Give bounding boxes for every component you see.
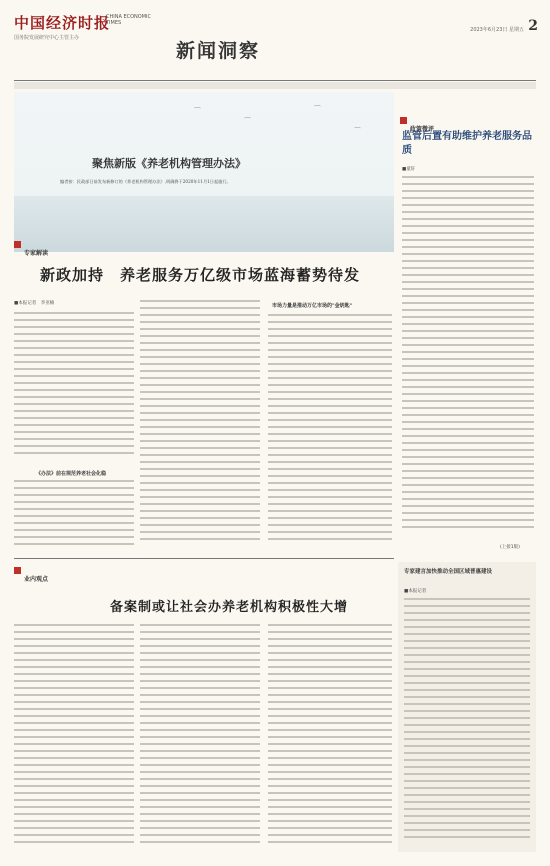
sidebar-body <box>402 176 534 536</box>
tag-flag-icon <box>14 567 21 574</box>
article1-col2 <box>140 300 260 550</box>
tag-flag-icon <box>14 241 21 248</box>
masthead-logo: 中国经济时报 <box>14 14 111 32</box>
article2-col3 <box>268 624 392 854</box>
tag-flag-icon <box>400 117 407 124</box>
sidebar2-title: 专家建言加快推动全国区域普惠建设 <box>404 569 493 575</box>
article2-tag: 业内观点 <box>24 576 49 583</box>
section-title: 新闻洞察 <box>176 40 261 62</box>
article1-subhead2: 市场力量是推动万亿市场的"金钥匙" <box>272 303 353 309</box>
page-number: 2 <box>528 18 538 34</box>
hero-illustration <box>14 92 394 252</box>
header-rule <box>14 80 536 81</box>
section-divider <box>14 558 394 559</box>
article2-tag-row <box>14 566 48 585</box>
bird-icon: ⌒ <box>354 127 361 135</box>
sidebar2-body <box>404 598 530 848</box>
sidebar-title: 监管后置有助维护养老服务品质 <box>402 131 532 156</box>
article1-tag-row <box>14 240 48 259</box>
article2-col1 <box>14 624 134 854</box>
bird-icon: ⌒ <box>314 105 321 113</box>
masthead-sub: 国务院发展研究中心主管主办 <box>14 35 80 41</box>
masthead <box>14 12 164 46</box>
hero-sea <box>14 196 394 252</box>
hero-title: 聚焦新版《养老机构管理办法》 <box>92 157 246 170</box>
article2-col2 <box>140 624 260 854</box>
sidebar-continued: (上接1版) <box>500 545 520 550</box>
article2-headline: 备案制或让社会办养老机构积极性大增 <box>110 600 349 615</box>
article1-tag: 专家解读 <box>24 250 49 257</box>
info-ribbon <box>14 82 536 89</box>
sidebar2-byline: ■本报记者 <box>404 589 427 594</box>
article1-subhead1: 《办法》前在规范养老社会化稳 <box>36 471 107 477</box>
issue-date: 2023年6月23日 星期五 <box>470 27 524 33</box>
article1-headline: 新政加持 养老服务万亿级市场蓝海蓄势待发 <box>40 266 361 284</box>
article1-col1b <box>14 480 134 550</box>
bird-icon: ⌒ <box>194 107 201 115</box>
sidebar-tag: 政策微评 <box>410 126 435 133</box>
masthead-english: CHINA ECONOMIC TIMES <box>106 14 152 26</box>
hero-body: 编者按：民政部日前发布新修订的《养老机构管理办法》,明确将于2020年11月1日起施行。 <box>60 179 231 184</box>
article1-byline: ■本报记者 李亚楠 <box>14 301 55 306</box>
article1-col1 <box>14 312 134 462</box>
sidebar-byline: ■童轩 <box>402 167 416 172</box>
article1-col3 <box>268 314 392 550</box>
bird-icon: ⌒ <box>244 117 251 125</box>
